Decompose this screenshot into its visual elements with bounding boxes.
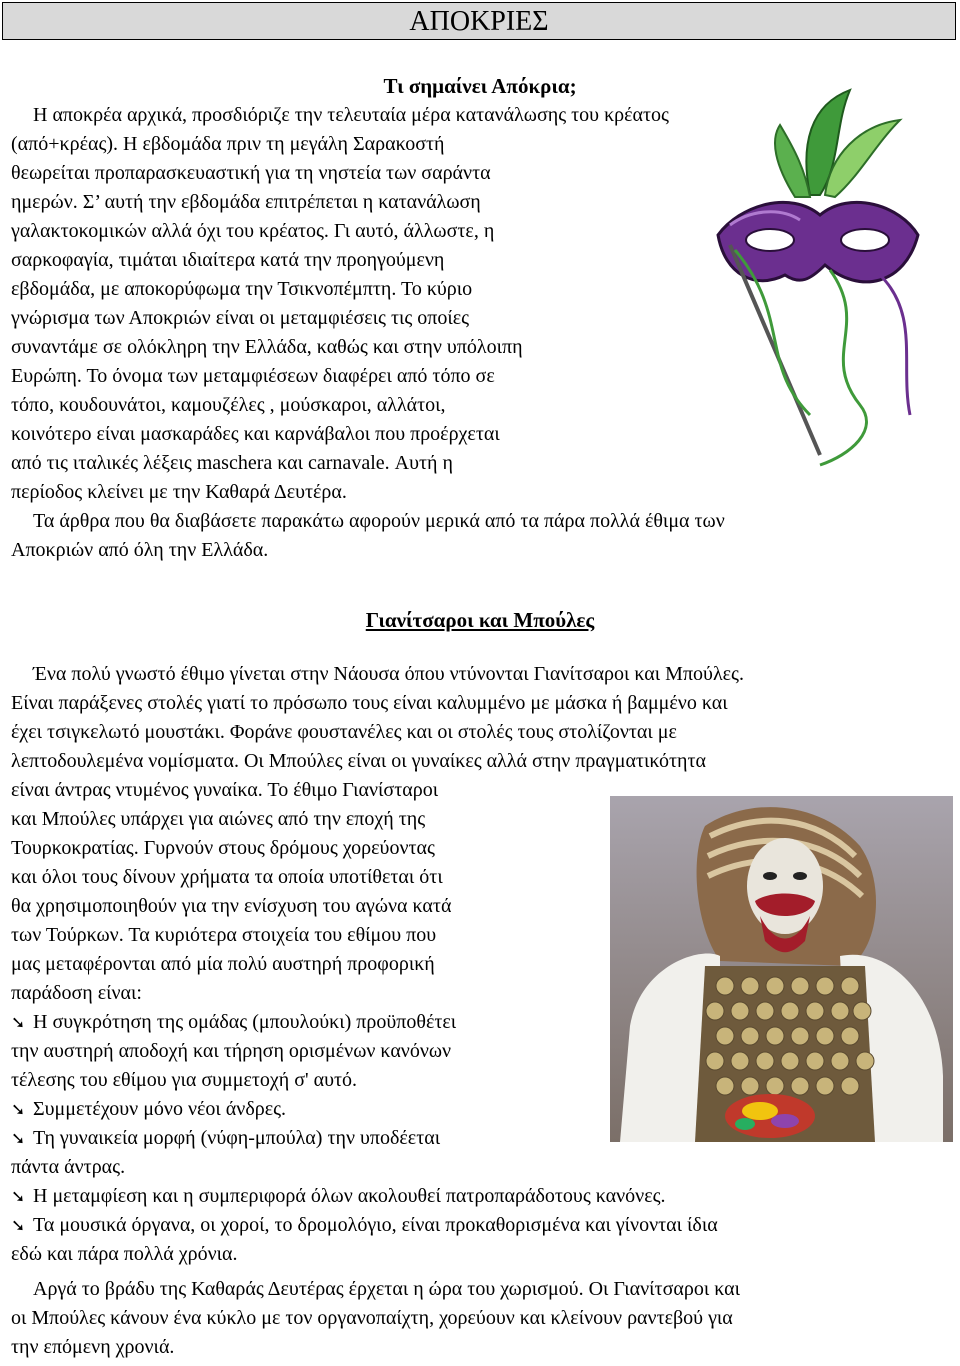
bullet-item (11, 1124, 440, 1154)
paragraph-line: Η αποκρέα αρχικά, προσδιόριζε την τελευταία μέρα κατανάλωσης του κρέατος (33, 104, 669, 126)
paragraph-line: και Μπούλες υπάρχει για αιώνες από την εποχή της (11, 808, 426, 830)
paragraph-line: των Τούρκων. Τα κυριότερα στοιχεία του εθίμου που (11, 924, 437, 946)
paragraph-line: Αποκριών από όλη την Ελλάδα. (11, 539, 269, 561)
bullet-text: Η μεταμφίεση και η συμπεριφορά όλων ακολουθεί πατροπαράδοτους κανόνες. (33, 1185, 666, 1207)
paragraph-line: συναντάμε σε ολόκληρη την Ελλάδα, καθώς και στην υπόλοιπη (11, 336, 523, 358)
paragraph-line: ημερών. Σ’ αυτή την εβδομάδα επιτρέπεται η κατανάλωση (11, 191, 481, 213)
paragraph-line: Τα άρθρα που θα διαβάσετε παρακάτω αφορούν μερικά από τα πάρα πολλά έθιμα των (33, 510, 725, 532)
bullet-continuation: την αυστηρή αποδοχή και τήρηση ορισμένων κανόνων (11, 1040, 452, 1062)
paragraph-line: γαλακτοκομικών αλλά όχι του κρέατος. Γι αυτό, άλλωστε, η (11, 220, 495, 242)
section-heading-gianitsaroi: Γιανίτσαροι και Μπούλες (365, 608, 595, 632)
paragraph-line: (από+κρέας). Η εβδομάδα πριν τη μεγάλη Σαρακοστή (11, 133, 445, 155)
bullet-text: Η συγκρότηση της ομάδας (μπουλούκι) προϋποθέτει (33, 1011, 457, 1033)
bullet-item (11, 1211, 718, 1241)
paragraph-line: οι Μπούλες κάνουν ένα κύκλο με τον οργανοπαίχτη, χορεύουν και κλείνουν ραντεβού για (11, 1307, 733, 1329)
paragraph-line: θεωρείται προπαρασκευαστική για τη νηστεία των σαράντα (11, 162, 491, 184)
paragraph-line: Τουρκοκρατίας. Γυρνούν στους δρόμους χορεύοντας (11, 837, 435, 859)
arrow-bullet-icon: ➘ (11, 1129, 26, 1149)
carnival-mask-illustration (700, 85, 930, 470)
paragraph-line: περίοδος κλείνει με την Καθαρά Δευτέρα. (11, 481, 347, 503)
bullet-continuation: πάντα άντρας. (11, 1156, 126, 1178)
paragraph-line: λεπτοδουλεμένα νομίσματα. Οι Μπούλες είναι οι γυναίκες αλλά στην πραγματικότητα (11, 750, 706, 772)
paragraph-line: την επόμενη χρονιά. (11, 1336, 175, 1358)
paragraph-line: από τις ιταλικές λέξεις maschera και carnavale. Αυτή η (11, 452, 453, 474)
section-heading-apokria: Τι σημαίνει Απόκρια; (383, 74, 577, 98)
paragraph-line: μας μεταφέρονται από μία πολύ αυστηρή προφορική (11, 953, 435, 975)
bullet-continuation: τέλεσης του εθίμου για συμμετοχή σ' αυτό. (11, 1069, 358, 1091)
paragraph-line: και όλοι τους δίνουν χρήματα τα οποία υποτίθεται ότι (11, 866, 443, 888)
paragraph-line: Αργά το βράδυ της Καθαράς Δευτέρας έρχεται η ώρα του χωρισμού. Οι Γιανίτσαροι και (33, 1278, 740, 1300)
bullet-item (11, 1182, 666, 1212)
arrow-bullet-icon: ➘ (11, 1187, 26, 1207)
bullet-text: Συμμετέχουν μόνο νέοι άνδρες. (33, 1098, 287, 1120)
paragraph-line: κοινότερο είναι μασκαράδες και καρνάβαλοι που προέρχεται (11, 423, 500, 445)
paragraph-line: Είναι παράξενες στολές γιατί το πρόσωπο τους είναι καλυμμένο με μάσκα ή βαμμένο και (11, 692, 728, 714)
arrow-bullet-icon: ➘ (11, 1100, 26, 1120)
paragraph-line: παράδοση είναι: (11, 982, 142, 1004)
bullet-text: Τα μουσικά όργανα, οι χοροί, το δρομολόγιο, είναι προκαθορισμένα και γίνονται ίδια (33, 1214, 718, 1236)
arrow-bullet-icon: ➘ (11, 1013, 26, 1033)
bullet-item (11, 1008, 456, 1038)
arrow-bullet-icon: ➘ (11, 1216, 26, 1236)
paragraph-line: εβδομάδα, με αποκορύφωμα την Τσικνοπέμπτη. Το κύριο (11, 278, 473, 300)
paragraph-line: σαρκοφαγία, τιμάται ιδιαίτερα κατά την προηγούμενη (11, 249, 445, 271)
paragraph-line: τόπο, κουδουνάτοι, καμουζέλες , μούσκαροι, αλλάτοι, (11, 394, 446, 416)
gianitsaros-costume-photo (610, 796, 953, 1142)
page-title: ΑΠΟΚΡΙΕΣ (2, 2, 956, 40)
paragraph-line: έχει τσιγκελωτό μουστάκι. Φοράνε φουστανέλες και οι στολές τους στολίζονται με (11, 721, 677, 743)
paragraph-line: είναι άντρας ντυμένος γυναίκα. Το έθιμο Γιανίσταροι (11, 779, 439, 801)
paragraph-line: Ευρώπη. Το όνομα των μεταμφιέσεων διαφέρει από τόπο σε (11, 365, 495, 387)
bullet-item (11, 1095, 286, 1125)
bullet-continuation: εδώ και πάρα πολλά χρόνια. (11, 1243, 238, 1265)
paragraph-line: Ένα πολύ γνωστό έθιμο γίνεται στην Νάουσα όπου ντύνονται Γιανίτσαροι και Μπούλες. (33, 663, 744, 685)
paragraph-line: θα χρησιμοποιηθούν για την ενίσχυση του αγώνα κατά (11, 895, 452, 917)
bullet-text: Τη γυναικεία μορφή (νύφη-μπούλα) την υποδέεται (33, 1127, 441, 1149)
paragraph-line: γνώρισμα των Αποκριών είναι οι μεταμφιέσεις τις οποίες (11, 307, 470, 329)
